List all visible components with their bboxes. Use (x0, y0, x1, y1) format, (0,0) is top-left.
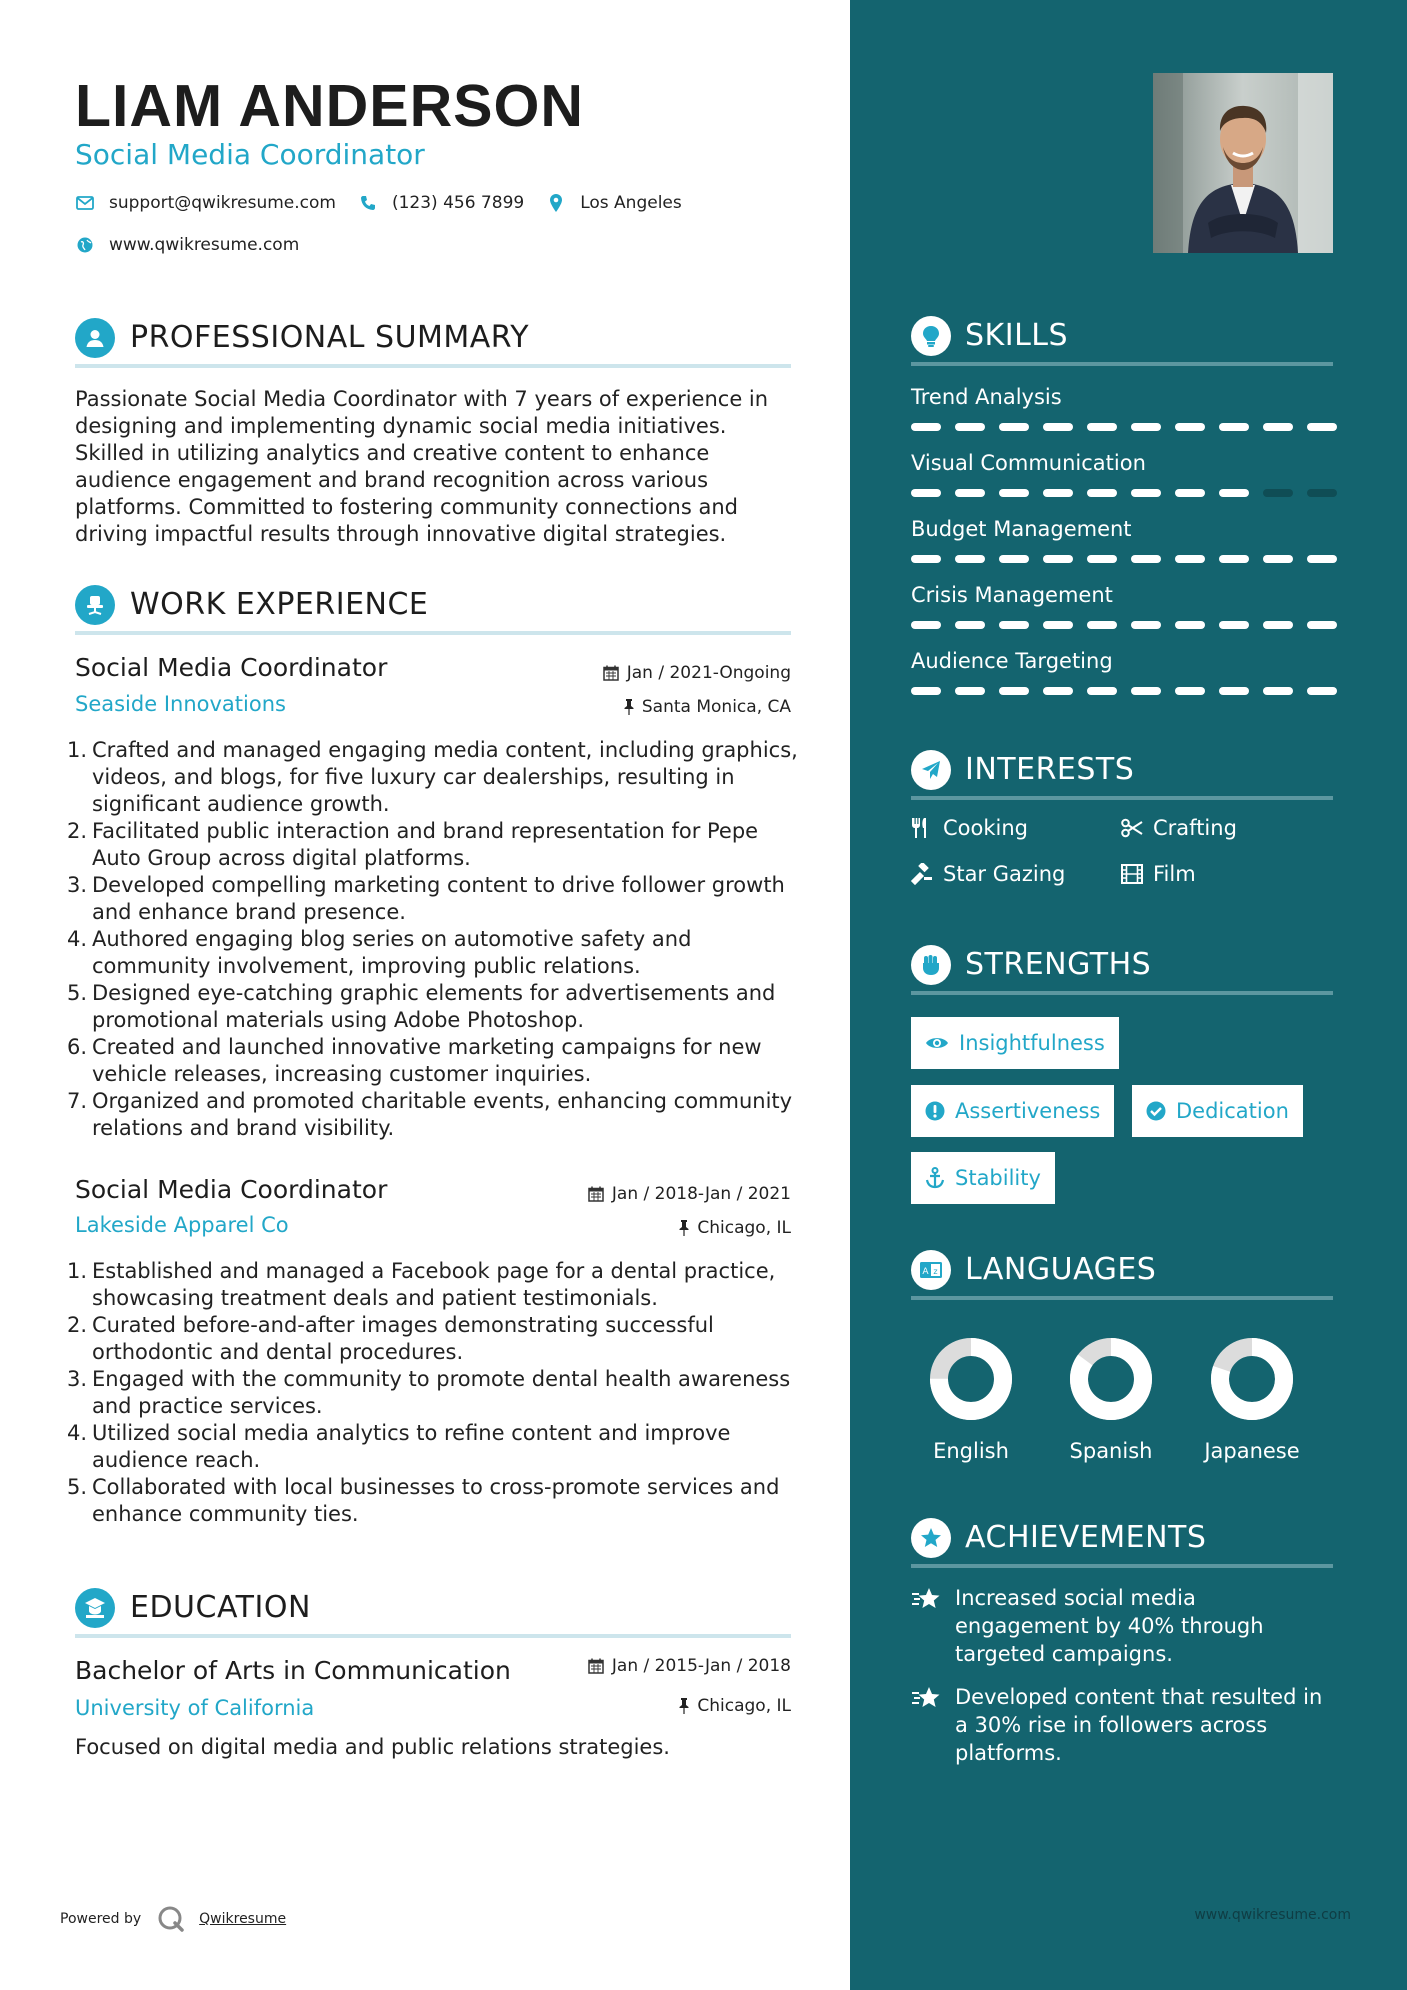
job-date (588, 1184, 791, 1204)
skill-dash (1175, 687, 1205, 695)
svg-text:A: A (922, 1267, 929, 1277)
skill-dash (1043, 489, 1073, 497)
job-date-text: Jan / 2018-Jan / 2021 (611, 1184, 791, 1204)
experience-heading: WORK EXPERIENCE (130, 587, 429, 622)
skills-header (911, 314, 1333, 366)
skill-dash (1263, 555, 1293, 563)
language-item (1061, 1334, 1161, 1463)
language-donut (1202, 1334, 1302, 1424)
list-item: 2. Curated before-and-after images demonstrating successful orthodontic and dental procedures. (67, 1313, 714, 1364)
contact-row-secondary (75, 235, 321, 255)
list-item: 1. Established and managed a Facebook page for a dental practice, showcasing treatment deals and patient testimonials. (67, 1259, 776, 1310)
gavel-icon (911, 863, 933, 885)
achievement-text: Increased social media engagement by 40% through targeted campaigns. (955, 1586, 1264, 1666)
degree-title: Bachelor of Arts in Communication (75, 1656, 511, 1685)
job-date-text: Jan / 2021-Ongoing (626, 663, 791, 683)
skill-dash (999, 489, 1029, 497)
skill-name: Crisis Management (911, 583, 1113, 607)
exclamation-icon (925, 1101, 945, 1121)
interest-item (911, 862, 1065, 886)
education-date (588, 1656, 791, 1676)
skill-dash (1087, 489, 1117, 497)
skill-dash (1131, 489, 1161, 497)
candidate-name: LIAM ANDERSON (75, 73, 585, 139)
skill-dash (1175, 423, 1205, 431)
lightbulb-icon (911, 316, 951, 356)
skill-dash (955, 687, 985, 695)
school-name: University of California (75, 1696, 315, 1720)
skill-dash (1131, 423, 1161, 431)
skill-dash (1219, 687, 1249, 695)
list-item: 3. Engaged with the community to promote dental health awareness and practice services. (67, 1367, 791, 1418)
graduate-icon (75, 1588, 115, 1628)
skill-dash (911, 555, 941, 563)
job-company: Seaside Innovations (75, 692, 286, 716)
education-heading: EDUCATION (130, 1590, 311, 1625)
list-item: 3. Developed compelling marketing content to drive follower growth and enhance brand presence. (67, 873, 785, 924)
qwikresume-logo-icon (157, 1905, 185, 1933)
skill-dash (1307, 555, 1337, 563)
strength-label: Stability (955, 1166, 1041, 1190)
star-badge-icon (911, 1518, 951, 1558)
list-item: 4. Authored engaging blog series on automotive safety and community involvement, improving public relations. (67, 927, 692, 978)
list-item: 1. Crafted and managed engaging media content, including graphics, videos, and blogs, for five luxury car dealerships, resulting in significant audience growth. (67, 738, 798, 816)
skill-meter (911, 687, 1337, 695)
strengths-header (911, 943, 1333, 995)
education-header (75, 1584, 791, 1638)
skill-dash (999, 621, 1029, 629)
skill-meter (911, 621, 1337, 629)
skill-row (911, 517, 1333, 541)
globe-icon (75, 235, 95, 255)
strengths-heading: STRENGTHS (965, 947, 1152, 982)
job-location-text: Chicago, IL (697, 1218, 791, 1238)
interests-header (911, 748, 1333, 800)
contact-row-primary (75, 193, 704, 213)
pushpin-icon (679, 1220, 689, 1236)
interest-label: Star Gazing (943, 862, 1066, 886)
interest-label: Cooking (943, 816, 1028, 840)
summary-header (75, 314, 791, 368)
language-item (921, 1334, 1021, 1463)
calendar-icon (588, 1658, 604, 1674)
skill-dash (1087, 687, 1117, 695)
skill-dash (1131, 687, 1161, 695)
skill-dash (955, 489, 985, 497)
powered-by (60, 1905, 286, 1933)
interest-label: Film (1153, 862, 1196, 886)
job-title: Social Media Coordinator (75, 1175, 388, 1204)
skill-dash (1263, 489, 1293, 497)
eye-icon (925, 1035, 949, 1051)
strength-badge (911, 1152, 1055, 1204)
check-circle-icon (1146, 1101, 1166, 1121)
summary-heading: PROFESSIONAL SUMMARY (130, 320, 530, 355)
location: Los Angeles (580, 193, 682, 213)
strength-badge (1132, 1085, 1303, 1137)
achievement-text: Developed content that resulted in a 30% rise in followers across platforms. (955, 1685, 1323, 1765)
education-description: Focused on digital media and public relations strategies. (75, 1735, 670, 1759)
skill-dash (1263, 687, 1293, 695)
language-donut (1061, 1334, 1161, 1424)
language-name: Spanish (1069, 1439, 1153, 1463)
fist-icon (911, 945, 951, 985)
skill-meter (911, 423, 1337, 431)
languages-header (911, 1248, 1333, 1300)
profile-photo (1153, 73, 1333, 253)
list-item: 5. Collaborated with local businesses to cross-promote services and enhance community ties. (67, 1475, 780, 1526)
job-bullets (67, 737, 807, 1142)
brand-link[interactable]: Qwikresume (199, 1911, 287, 1927)
skill-row (911, 451, 1333, 475)
skill-dash (955, 621, 985, 629)
skill-name: Budget Management (911, 517, 1132, 541)
phone[interactable]: (123) 456 7899 (391, 193, 525, 213)
skill-dash (1307, 489, 1337, 497)
interest-item (911, 816, 1028, 840)
achievements-heading: ACHIEVEMENTS (965, 1520, 1207, 1555)
strength-label: Dedication (1176, 1099, 1289, 1123)
list-item: 4. Utilized social media analytics to refine content and improve audience reach. (67, 1421, 731, 1472)
map-marker-icon (546, 193, 566, 213)
phone-icon (358, 193, 378, 213)
envelope-icon (75, 193, 95, 213)
skill-dash (1175, 621, 1205, 629)
language-item (1202, 1334, 1302, 1463)
website[interactable]: www.qwikresume.com (109, 235, 300, 255)
skill-dash (1043, 555, 1073, 563)
strength-label: Assertiveness (955, 1099, 1101, 1123)
skill-row (911, 583, 1333, 607)
film-icon (1121, 864, 1143, 884)
skill-dash (1307, 621, 1337, 629)
email[interactable]: support@qwikresume.com (109, 193, 336, 213)
skill-dash (1263, 423, 1293, 431)
achievements-header (911, 1516, 1333, 1568)
skill-dash (999, 423, 1029, 431)
skill-name: Visual Communication (911, 451, 1146, 475)
skill-dash (911, 423, 941, 431)
strength-label: Insightfulness (959, 1031, 1105, 1055)
star-icon (911, 1683, 955, 1767)
skill-dash (1307, 687, 1337, 695)
job-location (679, 1218, 791, 1238)
skill-dash (911, 687, 941, 695)
job-location (624, 697, 791, 717)
language-donut (921, 1334, 1021, 1424)
skill-dash (1087, 423, 1117, 431)
pushpin-icon (679, 1698, 689, 1714)
footer-website[interactable]: www.qwikresume.com (1194, 1907, 1351, 1923)
skill-meter (911, 555, 1337, 563)
achievement-item (911, 1584, 1333, 1668)
skill-dash (911, 621, 941, 629)
skill-dash (1087, 621, 1117, 629)
skill-dash (1175, 489, 1205, 497)
skill-dash (1219, 423, 1249, 431)
experience-header (75, 581, 791, 635)
language-icon (911, 1250, 951, 1290)
skill-dash (999, 555, 1029, 563)
achievement-item (911, 1683, 1333, 1767)
job-title: Social Media Coordinator (75, 653, 388, 682)
skill-name: Audience Targeting (911, 649, 1113, 673)
skills-heading: SKILLS (965, 318, 1069, 353)
skill-dash (1307, 423, 1337, 431)
strength-badge (911, 1017, 1119, 1069)
education-date-text: Jan / 2015-Jan / 2018 (611, 1656, 791, 1676)
skill-dash (1219, 489, 1249, 497)
education-location (679, 1696, 791, 1716)
list-item: 6. Created and launched innovative marketing campaigns for new vehicle releases, increasing customer inquiries. (67, 1035, 762, 1086)
skill-dash (955, 555, 985, 563)
job-company: Lakeside Apparel Co (75, 1213, 289, 1237)
paper-plane-icon (911, 750, 951, 790)
job-date (603, 663, 791, 683)
skill-dash (955, 423, 985, 431)
interest-item (1121, 862, 1196, 886)
skill-dash (1043, 423, 1073, 431)
skill-name: Trend Analysis (911, 385, 1062, 409)
skill-dash (1219, 555, 1249, 563)
pushpin-icon (624, 699, 634, 715)
interest-item (1121, 816, 1237, 840)
scissors-icon (1121, 818, 1143, 838)
language-name: English (933, 1439, 1009, 1463)
summary-text: Passionate Social Media Coordinator with 7 years of experience in designing and implementing dynamic social media initiatives. Skilled in utilizing analytics and creative content to enhance audience engagement and brand recognition across various platforms. Committed to fostering community connections and driving impactful results through innovative digital strategies. (75, 387, 769, 546)
skill-dash (1131, 555, 1161, 563)
skill-dash (911, 489, 941, 497)
utensils-icon (911, 817, 933, 839)
office-chair-icon (75, 585, 115, 625)
list-item: 2. Facilitated public interaction and brand representation for Pepe Auto Group across digital platforms. (67, 819, 759, 870)
skill-row (911, 649, 1333, 673)
anchor-icon (925, 1167, 945, 1189)
list-item: 7. Organized and promoted charitable events, enhancing community relations and brand visibility. (67, 1089, 793, 1140)
strength-badge (911, 1085, 1114, 1137)
job-bullets (67, 1258, 807, 1528)
star-icon (911, 1584, 955, 1668)
skill-dash (1043, 621, 1073, 629)
skill-dash (1131, 621, 1161, 629)
job-location-text: Santa Monica, CA (641, 697, 791, 717)
user-icon (75, 318, 115, 358)
interests-heading: INTERESTS (965, 752, 1135, 787)
interest-label: Crafting (1153, 816, 1237, 840)
svg-text:z: z (933, 1267, 938, 1276)
list-item: 5. Designed eye-catching graphic elements for advertisements and promotional materials using Adobe Photoshop. (67, 981, 776, 1032)
skill-dash (1043, 687, 1073, 695)
skill-dash (1263, 621, 1293, 629)
skill-dash (1219, 621, 1249, 629)
education-location-text: Chicago, IL (697, 1696, 791, 1716)
skill-dash (999, 687, 1029, 695)
candidate-title: Social Media Coordinator (75, 138, 425, 171)
skill-dash (1087, 555, 1117, 563)
language-name: Japanese (1204, 1439, 1300, 1463)
powered-by-label: Powered by (60, 1911, 142, 1927)
languages-heading: LANGUAGES (965, 1252, 1157, 1287)
calendar-icon (588, 1186, 604, 1202)
skill-meter (911, 489, 1337, 497)
calendar-icon (603, 665, 619, 681)
skill-row (911, 385, 1333, 409)
skill-dash (1175, 555, 1205, 563)
